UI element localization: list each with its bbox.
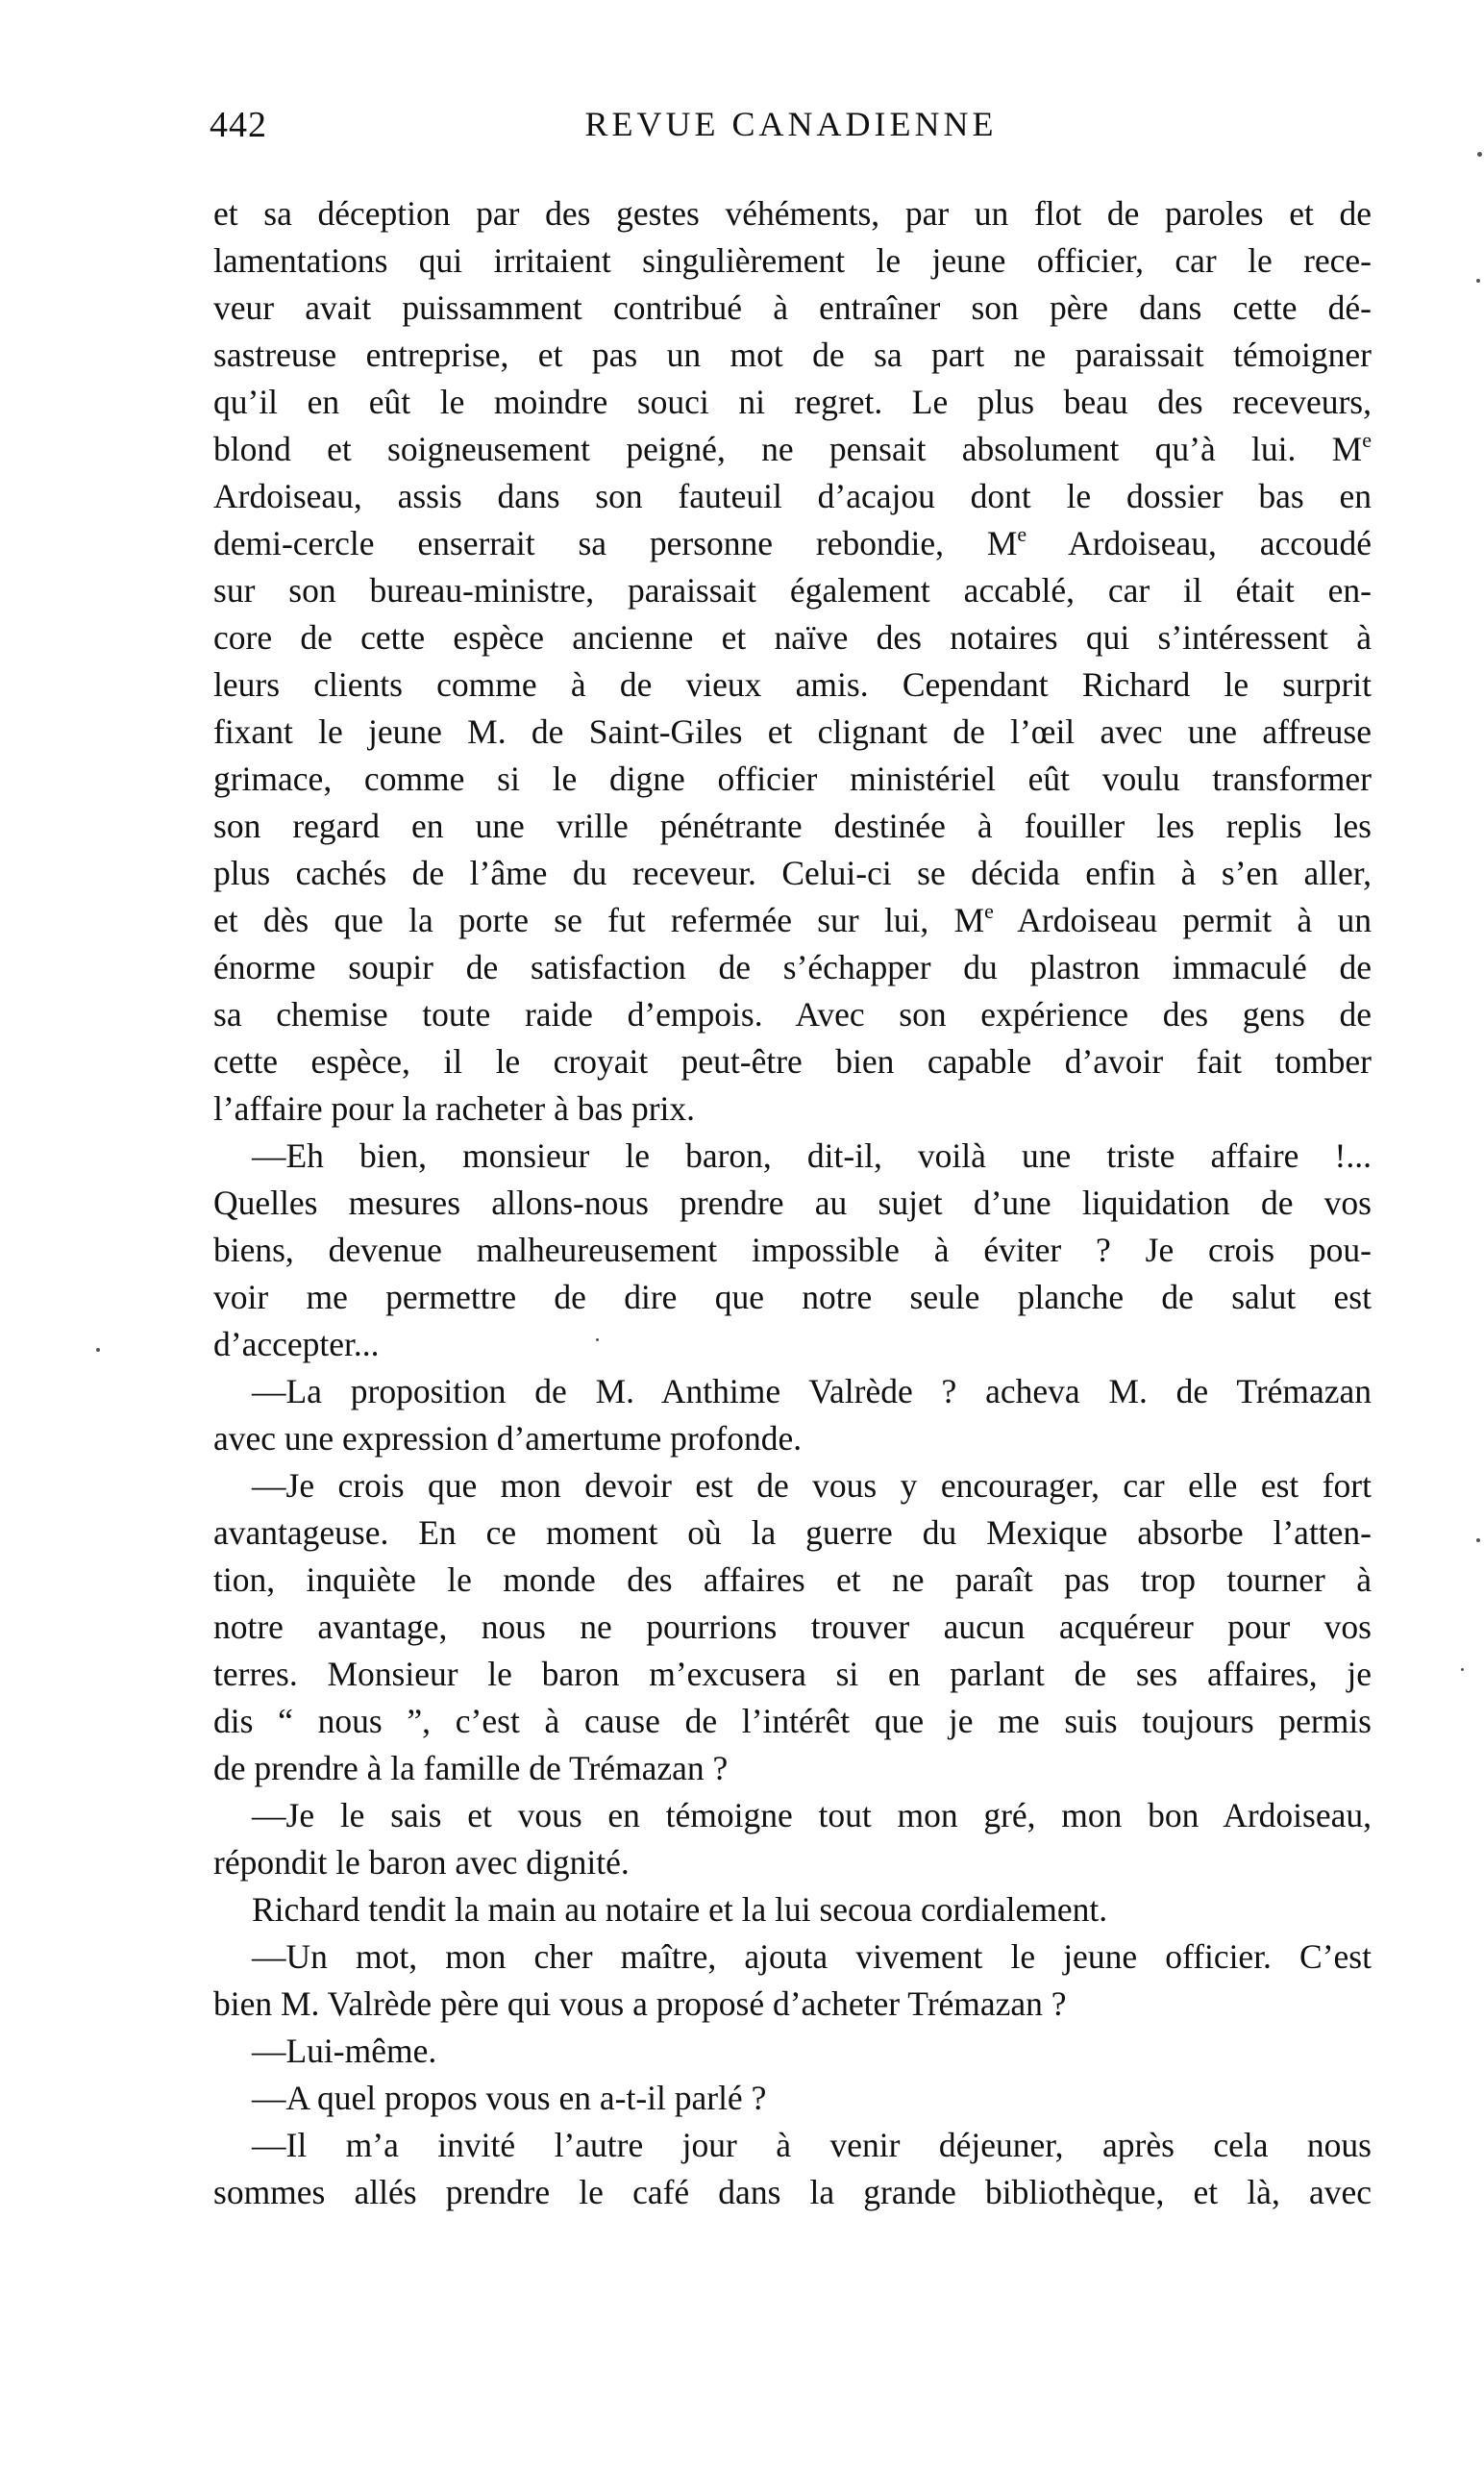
text-line: terres. Monsieur le baron m’excusera si en parlant de ses affaires, je	[213, 1655, 1372, 1693]
text-line: —Je crois que mon devoir est de vous y encourager, car elle est fort	[252, 1466, 1372, 1505]
text-line: Richard tendit la main au notaire et la lui secoua cordialement.	[252, 1890, 1108, 1929]
text-line: d’accepter...	[213, 1325, 380, 1363]
superscript: e	[1017, 522, 1027, 546]
text-line: notre avantage, nous ne pourrions trouver aucun acquéreur pour vos	[213, 1608, 1372, 1646]
text-line: leurs clients comme à de vieux amis. Cependant Richard le surprit	[213, 665, 1372, 704]
text-line: —Je le sais et vous en témoigne tout mon gré, mon bon Ardoiseau,	[252, 1796, 1372, 1834]
text-line: Quelles mesures allons-nous prendre au sujet d’une liquidation de vos	[213, 1184, 1372, 1222]
running-title: REVUE CANADIENNE	[584, 105, 998, 143]
text-line: biens, devenue malheureusement impossible à éviter ? Je crois pou-	[213, 1231, 1372, 1269]
text-line: l’affaire pour la racheter à bas prix.	[213, 1089, 696, 1128]
text-line: sastreuse entreprise, et pas un mot de sa part ne paraissait témoigner	[213, 336, 1372, 374]
text-line: —Lui-même.	[252, 2032, 437, 2070]
text-line: grimace, comme si le digne officier ministériel eût voulu transformer	[213, 760, 1372, 798]
text-line: avantageuse. En ce moment où la guerre du Mexique absorbe l’atten-	[213, 1513, 1372, 1552]
text-line: —Un mot, mon cher maître, ajouta vivement le jeune officier. C’est	[252, 1937, 1372, 1976]
text-line: —Il m’a invité l’autre jour à venir déjeuner, après cela nous	[252, 2126, 1372, 2164]
superscript: e	[984, 899, 994, 923]
superscript: e	[1362, 428, 1372, 452]
page-header	[210, 104, 1373, 162]
text-line: cette espèce, il le croyait peut-être bien capable d’avoir fait tomber	[213, 1042, 1372, 1081]
text-line: dis “ nous ”, c’est à cause de l’intérêt que je me suis toujours permis	[213, 1702, 1372, 1740]
scan-speck	[1476, 1538, 1480, 1542]
text-line: sa chemise toute raide d’empois. Avec son expérience des gens de	[213, 995, 1372, 1034]
text-line: répondit le baron avec dignité.	[213, 1843, 630, 1882]
text-line: blond et soigneusement peigné, ne pensait absolument qu’à lui. Me	[213, 428, 1372, 468]
body-text	[213, 190, 1372, 2216]
text-line: de prendre à la famille de Trémazan ?	[213, 1749, 729, 1787]
text-line: Ardoiseau, assis dans son fauteuil d’acajou dont le dossier bas en	[213, 477, 1372, 515]
text-line: core de cette espèce ancienne et naïve des notaires qui s’intéressent à	[213, 618, 1372, 657]
text-line: voir me permettre de dire que notre seule planche de salut est	[213, 1278, 1372, 1316]
page-number: 442	[210, 105, 267, 145]
text-line: —La proposition de M. Anthime Valrède ? acheva M. de Trémazan	[252, 1372, 1372, 1410]
text-line: fixant le jeune M. de Saint-Giles et clignant de l’œil avec une affreuse	[213, 712, 1372, 751]
text-line: et sa déception par des gestes véhéments, par un flot de paroles et de	[213, 194, 1372, 233]
text-line: sur son bureau-ministre, paraissait également accablé, car il était en-	[213, 571, 1372, 610]
text-line: tion, inquiète le monde des affaires et ne paraît pas trop tourner à	[213, 1560, 1372, 1599]
scan-speck	[1477, 152, 1482, 157]
scan-speck	[596, 1338, 599, 1341]
text-line: bien M. Valrède père qui vous a proposé d’acheter Trémazan ?	[213, 1984, 1067, 2023]
text-line: —A quel propos vous en a-t-il parlé ?	[252, 2079, 767, 2117]
text-line: qu’il en eût le moindre souci ni regret. Le plus beau des receveurs,	[213, 383, 1372, 421]
text-line: son regard en une vrille pénétrante destinée à fouiller les replis les	[213, 807, 1372, 845]
scan-speck	[1476, 279, 1480, 283]
text-line: sommes allés prendre le café dans la grande bibliothèque, et là, avec	[213, 2173, 1372, 2211]
text-line: veur avait puissamment contribué à entraîner son père dans cette dé-	[213, 288, 1372, 327]
scan-speck	[1461, 1668, 1464, 1671]
text-line: et dès que la porte se fut refermée sur lui, Me Ardoiseau permit à un	[213, 899, 1372, 939]
text-line: avec une expression d’amertume profonde.	[213, 1419, 803, 1458]
text-line: demi-cercle enserrait sa personne rebondie, Me Ardoiseau, accoudé	[213, 522, 1372, 562]
text-line: lamentations qui irritaient singulièrement le jeune officier, car le rece-	[213, 241, 1372, 280]
text-line: —Eh bien, monsieur le baron, dit-il, voilà une triste affaire !...	[252, 1136, 1372, 1175]
text-line: énorme soupir de satisfaction de s’échapper du plastron immaculé de	[213, 948, 1372, 986]
text-line: plus cachés de l’âme du receveur. Celui-ci se décida enfin à s’en aller,	[213, 854, 1372, 892]
scan-speck	[96, 1348, 100, 1352]
